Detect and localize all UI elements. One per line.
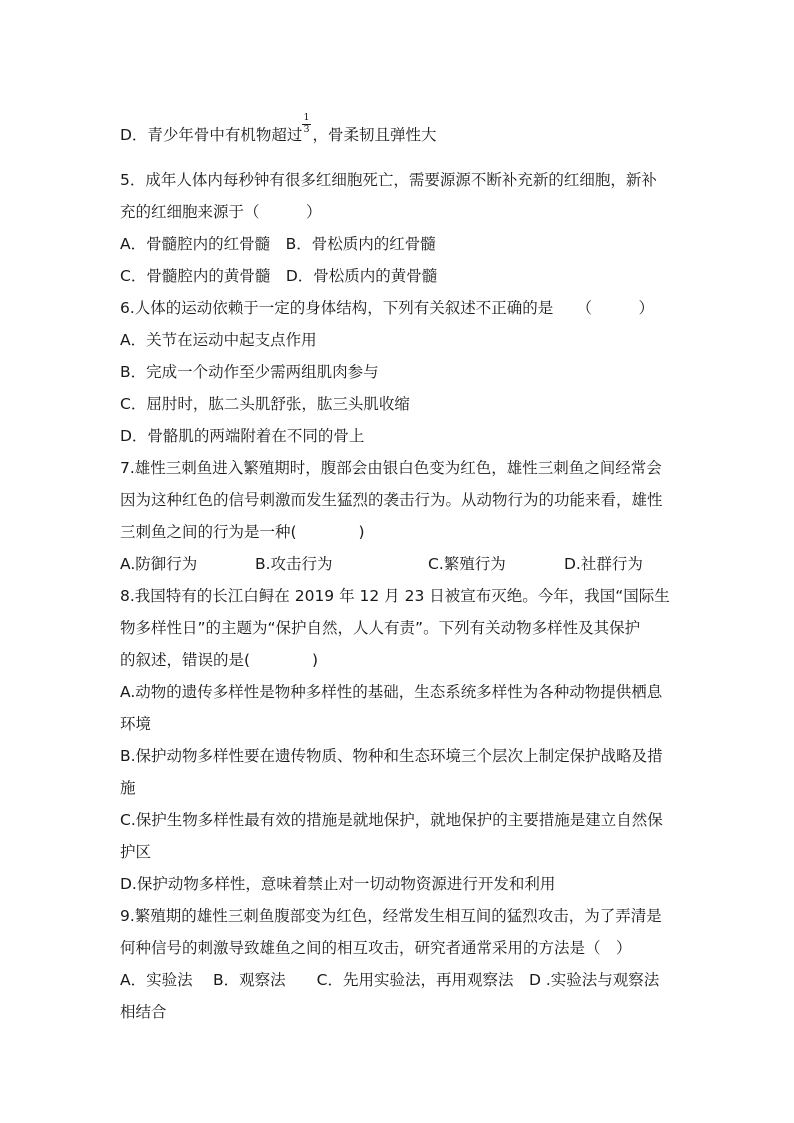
q8-option-a-line-2: 环境 xyxy=(120,715,152,733)
q8-option-c-line-2: 护区 xyxy=(120,843,152,861)
q8-option-c-line-1: C.保护生物多样性最有效的措施是就地保护，就地保护的主要措施是建立自然保 xyxy=(120,811,663,829)
q4-option-d xyxy=(120,112,437,145)
q6-option-b: B．完成一个动作至少需两组肌肉参与 xyxy=(120,363,379,381)
q8-option-b-line-1: B.保护动物多样性要在遗传物质、物种和生态环境三个层次上制定保护战略及措 xyxy=(120,747,663,765)
q6-option-d: D．骨骼肌的两端附着在不同的骨上 xyxy=(120,427,365,445)
q5-stem-line-1: 5．成年人体内每秒钟有很多红细胞死亡，需要源源不断补充新的红细胞，新补 xyxy=(120,171,657,189)
q9-stem-line-1: 9.繁殖期的雄性三刺鱼腹部变为红色，经常发生相互间的猛烈攻击，为了弄清是 xyxy=(120,907,662,925)
q7-stem-line-3: 三刺鱼之间的行为是一种( ) xyxy=(120,523,365,541)
q7-option-c: C.繁殖行为 xyxy=(428,555,506,573)
q7-option-a: A.防御行为 xyxy=(120,555,198,573)
fraction-numerator: 1 xyxy=(303,112,310,123)
q4-option-d-text-end: ，骨柔韧且弹性大 xyxy=(312,126,437,144)
fraction-denominator: 3 xyxy=(303,124,310,135)
q6-stem: 6.人体的运动依赖于一定的身体结构，下列有关叙述不正确的是 （ ） xyxy=(120,299,655,317)
q7-option-b: B.攻击行为 xyxy=(255,555,333,573)
q7-stem-line-2: 因为这种红色的信号刺激而发生猛烈的袭击行为。从动物行为的功能来看，雄性 xyxy=(120,491,663,509)
q8-stem-line-1: 8.我国特有的长江白鲟在 2019 年 12 月 23 日被宣布灭绝。今年，我国“国际生 xyxy=(120,587,670,605)
fraction-one-third xyxy=(302,112,312,145)
q8-stem-line-3: 的叙述，错误的是( ) xyxy=(120,651,319,669)
q8-option-d: D.保护动物多样性，意味着禁止对一切动物资源进行开发和利用 xyxy=(120,875,556,893)
q9-options: A．实验法 B．观察法 C．先用实验法，再用观察法 D .实验法与观察法 xyxy=(120,971,660,989)
q6-option-a: A．关节在运动中起支点作用 xyxy=(120,331,317,349)
q7-option-d: D.社群行为 xyxy=(564,555,643,573)
q5-stem-line-2: 充的红细胞来源于（ ） xyxy=(120,203,322,221)
q5-options-ab: A．骨髓腔内的红骨髓 B．骨松质内的红骨髓 xyxy=(120,235,436,253)
q8-option-a-line-1: A.动物的遗传多样性是物种多样性的基础，生态系统多样性为各种动物提供栖息 xyxy=(120,683,663,701)
q6-option-c: C．屈肘时，肱二头肌舒张，肱三头肌收缩 xyxy=(120,395,410,413)
q8-option-b-line-2: 施 xyxy=(120,779,136,797)
q4-option-d-text: D．青少年骨中有机物超过 xyxy=(120,126,303,144)
q8-stem-line-2: 物多样性日”的主题为“保护自然，人人有责”。下列有关动物多样性及其保护 xyxy=(120,619,641,637)
q7-stem-line-1: 7.雄性三刺鱼进入繁殖期时，腹部会由银白色变为红色，雄性三刺鱼之间经常会 xyxy=(120,459,662,477)
q9-options-line-2: 相结合 xyxy=(120,1003,167,1021)
q7-options xyxy=(120,554,680,574)
q9-stem-line-2: 何种信号的刺激导致雄鱼之间的相互攻击，研究者通常采用的方法是（ ） xyxy=(120,939,632,957)
q5-options-cd: C．骨髓腔内的黄骨髓 D．骨松质内的黄骨髓 xyxy=(120,267,438,285)
